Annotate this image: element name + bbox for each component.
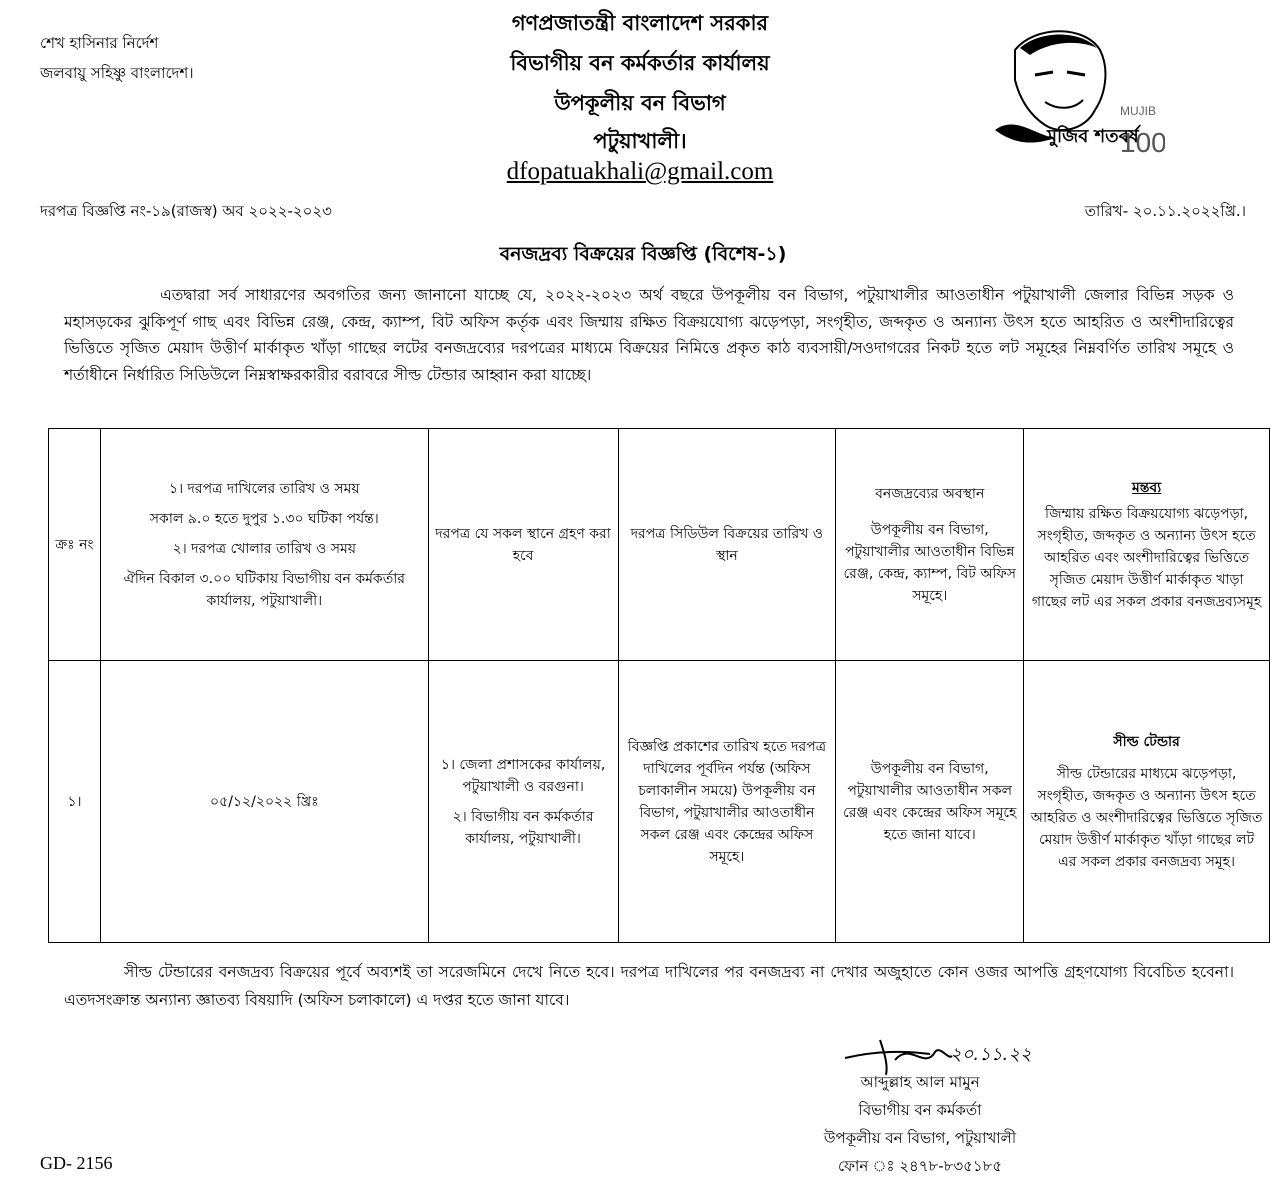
row-location: উপকূলীয় বন বিভাগ, পটুয়াখালীর আওতাধীন সকল রেঞ্জ এবং কেন্দ্রের অফিস সমূহে হতে জানা যাবে।	[836, 661, 1024, 943]
header-district: পটুয়াখালী।	[593, 129, 687, 153]
signatory-designation: বিভাগীয় বন কর্মকর্তা	[858, 1101, 982, 1119]
signature-block	[760, 1068, 1080, 1180]
signatory-office: উপকূলীয় বন বিভাগ, পটুয়াখালী	[823, 1129, 1017, 1147]
row-remarks-title: সীল্ড টেন্ডার	[1113, 733, 1180, 750]
row-submission-places	[428, 661, 618, 943]
row-remarks-text: সীল্ড টেন্ডারের মাধ্যমে ঝড়েপড়া, সংগৃহীত, জব্দকৃত ও অন্যান্য উৎস হতে আহরিত ও অংশীদারিত্বের ভিত্তিতে সৃজিত মেয়াদ উত্তীর্ণ মার্কাকৃত খাঁড়া গাছের লট এর সকল প্রকার বনজদ্রব্য সমূহ।	[1030, 765, 1263, 870]
logo-en-text: MUJIB	[1120, 104, 1156, 118]
tender-table	[48, 428, 1270, 943]
header-email-link[interactable]: dfopatuakhali@gmail.com	[506, 158, 774, 185]
row-schedule: বিজ্ঞপ্তি প্রকাশের তারিখ হতে দরপত্র দাখিলের পূর্বদিন পর্যন্ত (অফিস চলাকালীন সময়ে) উপকূলীয় বন বিভাগ, পটুয়াখালীর আওতাধীন সকল রেঞ্জ এবং কেন্দ্রের অফিস সমূহে।	[618, 661, 836, 943]
slogan-line1: শেখ হাসিনার নির্দেশ	[40, 34, 159, 52]
memo-date: তারিখ- ২০.১১.২০২২খ্রি.।	[1084, 202, 1246, 220]
memo-number: দরপত্র বিজ্ঞপ্তি নং-১৯(রাজস্ব) অব ২০২২-২০২৩	[40, 202, 332, 220]
row-serial: ১।	[49, 661, 101, 943]
logo-bn-text: মুজিব শতবর্ষ	[1047, 126, 1139, 147]
header-location-text: উপকূলীয় বন বিভাগ, পটুয়াখালীর আওতাধীন বিভিন্ন রেঞ্জ, কেন্দ্র, ক্যাম্প, বিট অফিস সমূহে।	[843, 521, 1016, 604]
gd-number: GD- 2156	[40, 1153, 113, 1173]
header-date-submission-label: ১। দরপত্র দাখিলের তারিখ ও সময়	[169, 480, 360, 497]
notice-title: বনজদ্রব্য বিক্রয়ের বিজ্ঞপ্তি (বিশেষ-১)	[499, 243, 787, 265]
intro-paragraph: এতদ্বারা সর্ব সাধারণের অবগতির জন্য জানানো যাচ্ছে যে, ২০২২-২০২৩ অর্থ বছরে উপকূলীয় বন বিভাগ, পটুয়াখালীর আওতাধীন পটুয়াখালী জেলার বিভিন্ন সড়ক ও মহাসড়কের ঝুকিপূর্ণ গাছ এবং বিভিন্ন রেঞ্জ, কেন্দ্র, ক্যাম্প, বিট অফিস কর্তৃক এবং জিম্মায় রক্ষিত বিক্রয়যোগ্য ঝড়েপড়া, সংগৃহীত, জব্দকৃত ও অন্যান্য উৎস হতে আহরিত ও অংশীদারিত্বের ভিত্তিতে সৃজিত মেয়াদ উত্তীর্ণ মার্কাকৃত খাঁড়া গাছের লটের বনজদ্রব্যের দরপত্রের মাধ্যমে বিক্রয়ের নিমিত্তে প্রকৃত কাঠ ব্যবসায়ী/সওদাগরের নিকট হতে লট সমূহের নিম্নবর্ণিত তারিখ সমূহে ও শর্তাধীনে নির্ধারিত সিডিউলে নিম্নস্বাক্ষরকারীর বরাবরে সীল্ড টেন্ডার আহ্বান করা যাচ্ছে।	[64, 286, 1234, 384]
signature-date: ২০.১১.২২	[950, 1044, 1032, 1065]
logo-number: 100	[1120, 127, 1165, 158]
row-place-1: ১। জেলা প্রশাসকের কার্যালয়, পটুয়াখালী ও বরগুনা।	[440, 756, 606, 795]
header-division: উপকূলীয় বন বিভাগ	[554, 91, 726, 115]
header-remarks-text: জিম্মায় রক্ষিত বিক্রয়যোগ্য ঝড়েপড়া, সংগৃহীত, জব্দকৃত ও অন্যান্য উৎস হতে আহরিত এবং অংশীদারিত্বের ভিত্তিতে সৃজিত মেয়াদ উত্তীর্ণ মার্কাকৃত খাড়া গাছের লট এর সকল প্রকার বনজদ্রব্যসমূহ	[1031, 505, 1262, 610]
header-date-opening-label: ২। দরপত্র খোলার তারিখ ও সময়	[172, 540, 356, 557]
mujib-100-logo	[975, 20, 1165, 160]
header-submission-places: দরপত্র যে সকল স্থানে গ্রহণ করা হবে	[428, 429, 618, 661]
header-schedule-sale: দরপত্র সিডিউল বিক্রয়ের তারিখ ও স্থান	[618, 429, 836, 661]
header-location-label: বনজদ্রব্যের অবস্থান	[875, 485, 985, 502]
header-remarks-title: মন্তব্য	[1131, 479, 1162, 496]
footnote-paragraph: সীল্ড টেন্ডারের বনজদ্রব্য বিক্রয়ের পূর্বে অব্যশই তা সরেজমিনে দেখে নিতে হবে। দরপত্র দাখিলের পর বনজদ্রব্য না দেখার অজুহাতে কোন ওজর আপত্তি গ্রহণযোগ্য বিবেচিত হবেনা। এতদসংক্রান্ত অন্যান্য জ্ঞাতব্য বিষয়াদি (অফিস চলাকালে) এ দপ্তর হতে জানা যাবে।	[64, 963, 1234, 1009]
header-remarks	[1024, 429, 1270, 661]
table-row	[49, 661, 1270, 943]
signatory-phone: ফোন ঃ ২৪৭৮-৮৩৫১৮৫	[837, 1157, 1003, 1175]
row-remarks	[1024, 661, 1270, 943]
header-serial: ক্রঃ নং	[49, 429, 101, 661]
header-office: বিভাগীয় বন কর্মকর্তার কার্যালয়	[510, 51, 770, 75]
table-header-row	[49, 429, 1270, 661]
slogan-line2: জলবায়ু সহিষ্ণু বাংলাদেশ।	[40, 64, 194, 82]
header-date-submission-time: সকাল ৯.০ হতে দুপুর ১.৩০ ঘটিকা পর্যন্ত।	[149, 510, 379, 527]
header-goods-location	[836, 429, 1024, 661]
row-tender-date: ০৫/১২/২০২২ খ্রিঃ	[100, 661, 428, 943]
header-dates	[100, 429, 428, 661]
header-government: গণপ্রজাতন্ত্রী বাংলাদেশ সরকার	[511, 11, 769, 35]
row-place-2: ২। বিভাগীয় বন কর্মকর্তার কার্যালয়, পটুয়াখালী।	[452, 808, 594, 847]
header-date-opening-time: ঐদিন বিকাল ৩.০০ ঘটিকায় বিভাগীয় বন কর্মকর্তার কার্যালয়, পটুয়াখালী।	[123, 570, 405, 609]
signatory-name: আব্দুল্লাহ আল মামুন	[860, 1073, 980, 1091]
